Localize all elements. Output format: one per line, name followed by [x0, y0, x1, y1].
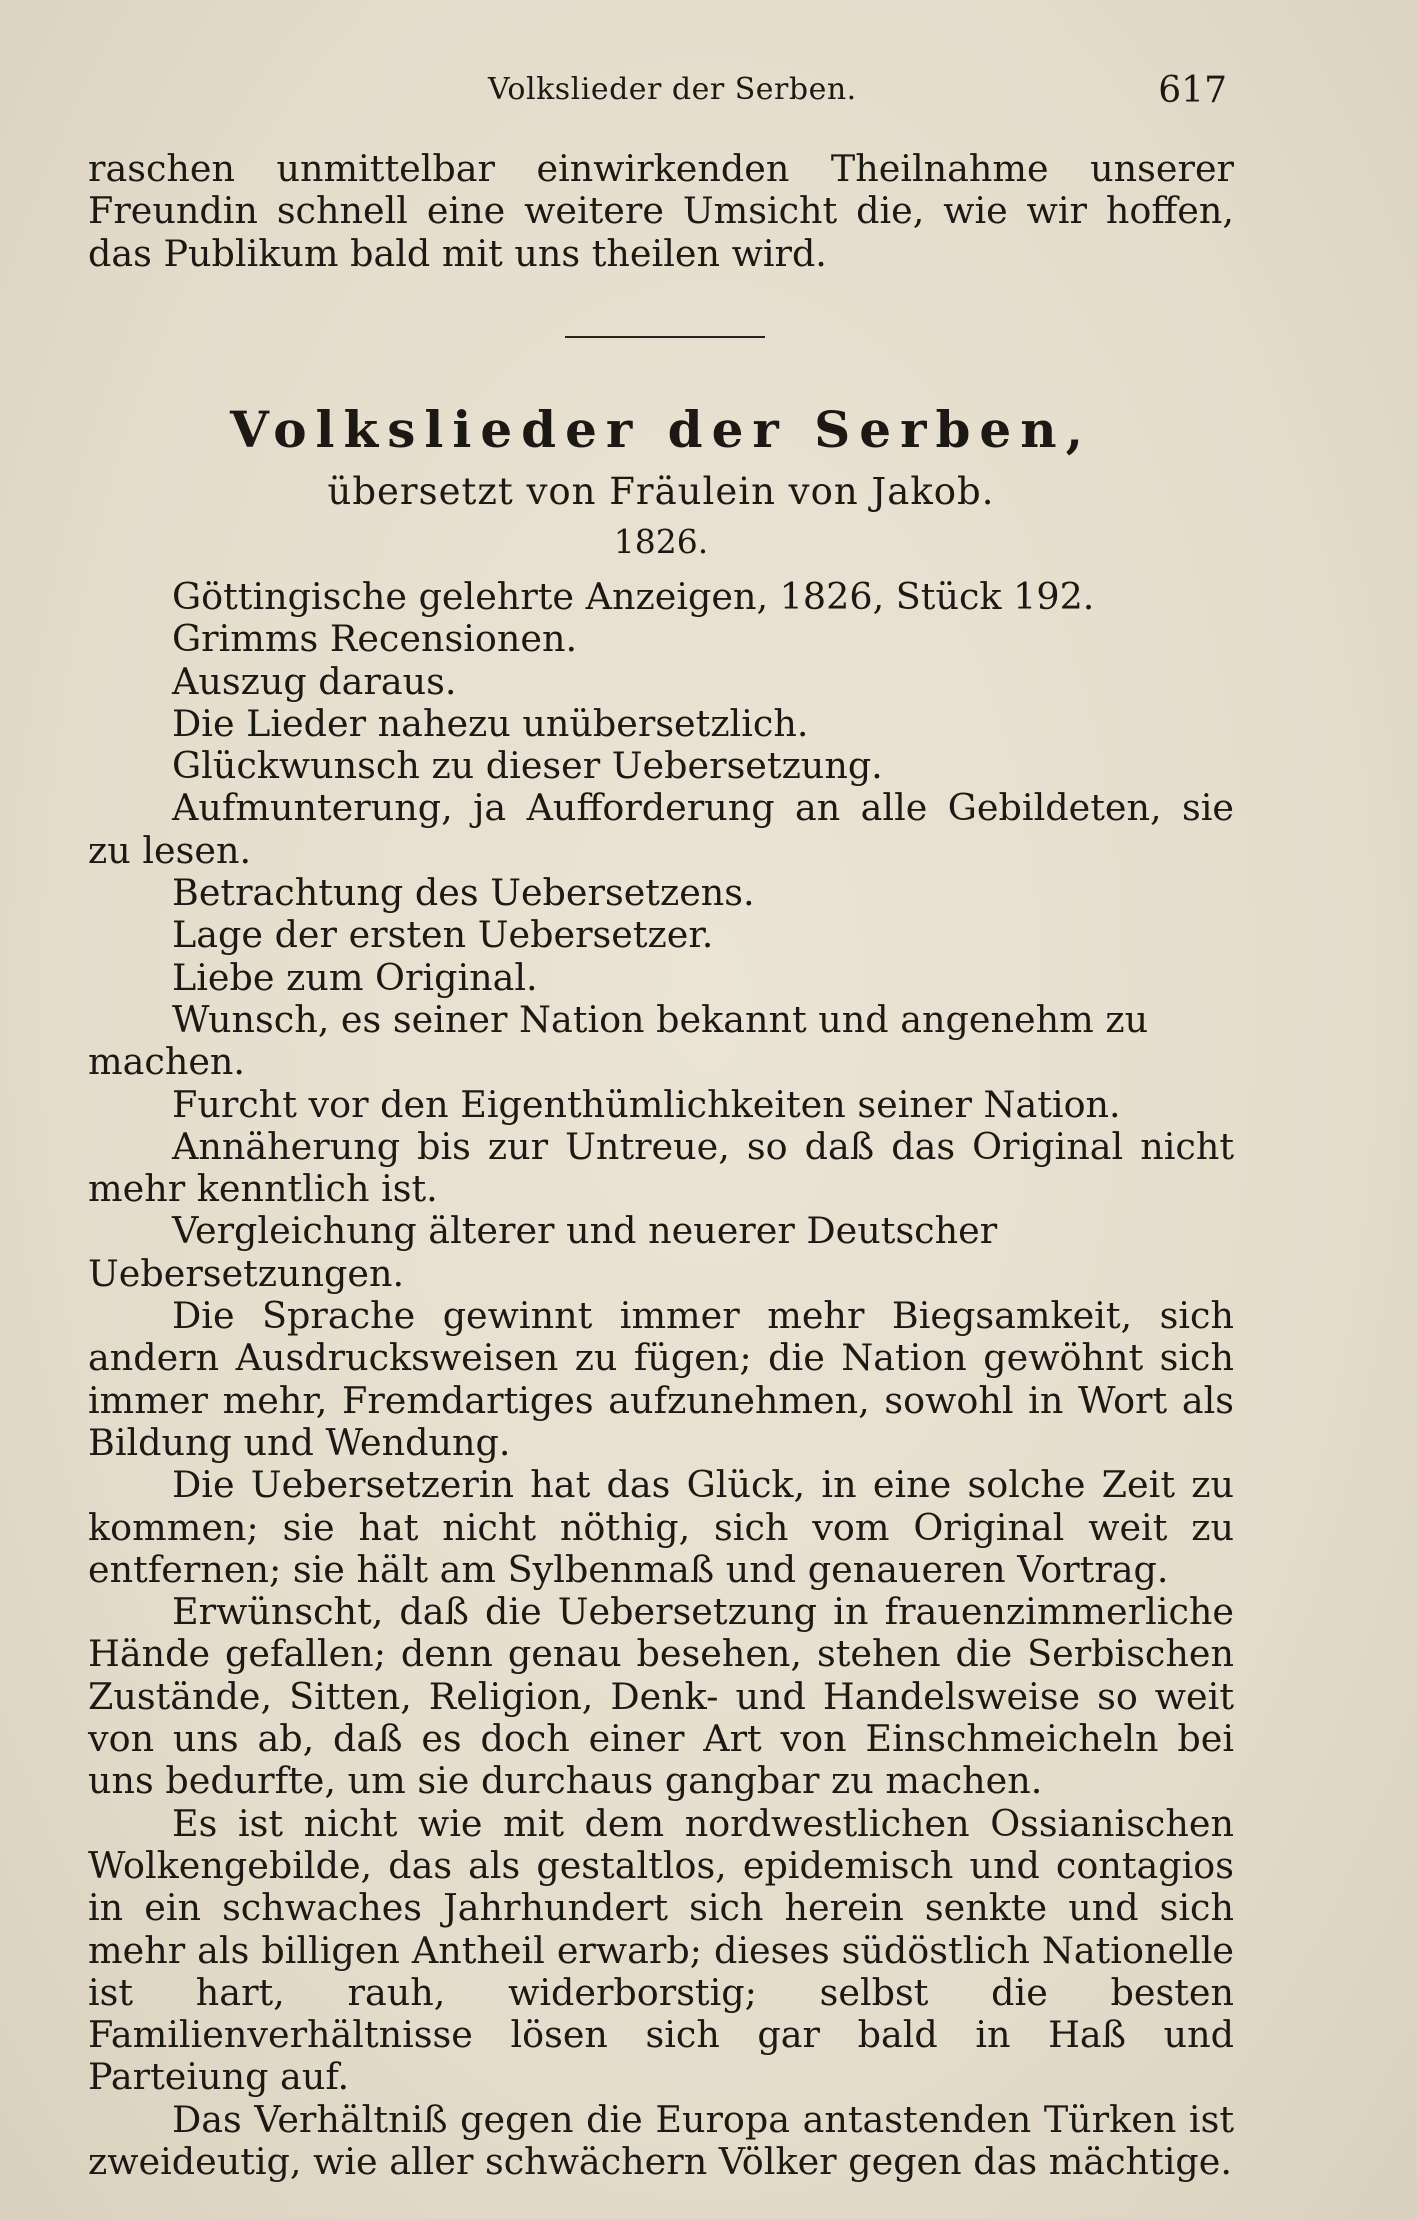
paragraph: raschen unmittelbar einwirkenden Theilnahme unserer Freundin schnell eine weitere Umsicht die, wie wir hoffen, das Publikum bald mit uns theilen wird.	[88, 147, 1234, 275]
paragraph: Auszug daraus.	[172, 659, 457, 703]
paragraph: Die Lieder nahezu unübersetzlich.	[172, 701, 809, 745]
paragraph: Die Uebersetzerin hat das Glück, in eine solche Zeit zu kommen; sie hat nicht nöthig, sich vom Original weit zu entfernen; sie hält am Sylbenmaß und genaueren Vortrag.	[88, 1463, 1234, 1591]
section-subtitle: übersetzt von Fräulein von Jakob.	[327, 470, 995, 513]
paragraph: Aufmunterung, ja Aufforderung an alle Gebildeten, sie zu lesen.	[88, 786, 1234, 872]
section-divider	[565, 336, 765, 338]
paragraph: Das Verhältniß gegen die Europa antastenden Türken ist zweideutig, wie aller schwächern Völker gegen das mächtige.	[88, 2097, 1234, 2183]
paragraph: Betrachtung des Uebersetzens.	[172, 871, 755, 915]
paragraph: Glückwunsch zu dieser Uebersetzung.	[172, 744, 883, 788]
section-title: Volkslieder der Serben,	[230, 400, 1092, 459]
paragraph: Lage der ersten Uebersetzer.	[172, 913, 714, 957]
paragraph: Annäherung bis zur Untreue, so daß das Original nicht mehr kenntlich ist.	[88, 1124, 1234, 1211]
paragraph: Erwünscht, daß die Uebersetzung in frauenzimmerliche Hände gefallen; denn genau besehen, stehen die Serbischen Zustände, Sitten, Religion, Denk- und Handelsweise so weit von uns ab, daß es doch einer Art von Einschmeicheln bei uns bedurfte, um sie durchaus gangbar zu machen.	[88, 1590, 1234, 1803]
paragraph: Die Sprache gewinnt immer mehr Biegsamkeit, sich andern Ausdrucksweisen zu fügen; die Nation gewöhnt sich immer mehr, Fremdartiges aufzunehmen, sowohl in Wort als Bildung und Wendung.	[88, 1294, 1234, 1464]
continuation-text	[88, 148, 1234, 275]
main-text	[88, 576, 1234, 2183]
page-number: 617	[1158, 70, 1227, 111]
paragraph: Liebe zum Original.	[172, 955, 538, 999]
paragraph: Vergleichung älterer und neuerer Deutscher Uebersetzungen.	[88, 1209, 998, 1295]
section-year: 1826.	[613, 522, 709, 561]
paragraph: Furcht vor den Eigenthümlichkeiten seiner Nation.	[172, 1082, 1121, 1126]
running-head: Volkslieder der Serben.	[488, 72, 857, 107]
paragraph: Wunsch, es seiner Nation bekannt und angenehm zu machen.	[88, 997, 1149, 1084]
paragraph: Es ist nicht wie mit dem nordwestlichen Ossianischen Wolkengebilde, das als gestaltlos, epidemisch und contagios in ein schwaches Jahrhundert sich herein senkte und sich mehr als billigen Antheil erwarb; dieses südöstlich Nationelle ist hart, rauh, widerborstig; selbst die besten Familienverhältnisse lösen sich gar bald in Haß und Parteiung auf.	[88, 1801, 1234, 2099]
paragraph: Grimms Recensionen.	[172, 617, 578, 661]
paragraph: Göttingische gelehrte Anzeigen, 1826, Stück 192.	[172, 575, 1095, 618]
